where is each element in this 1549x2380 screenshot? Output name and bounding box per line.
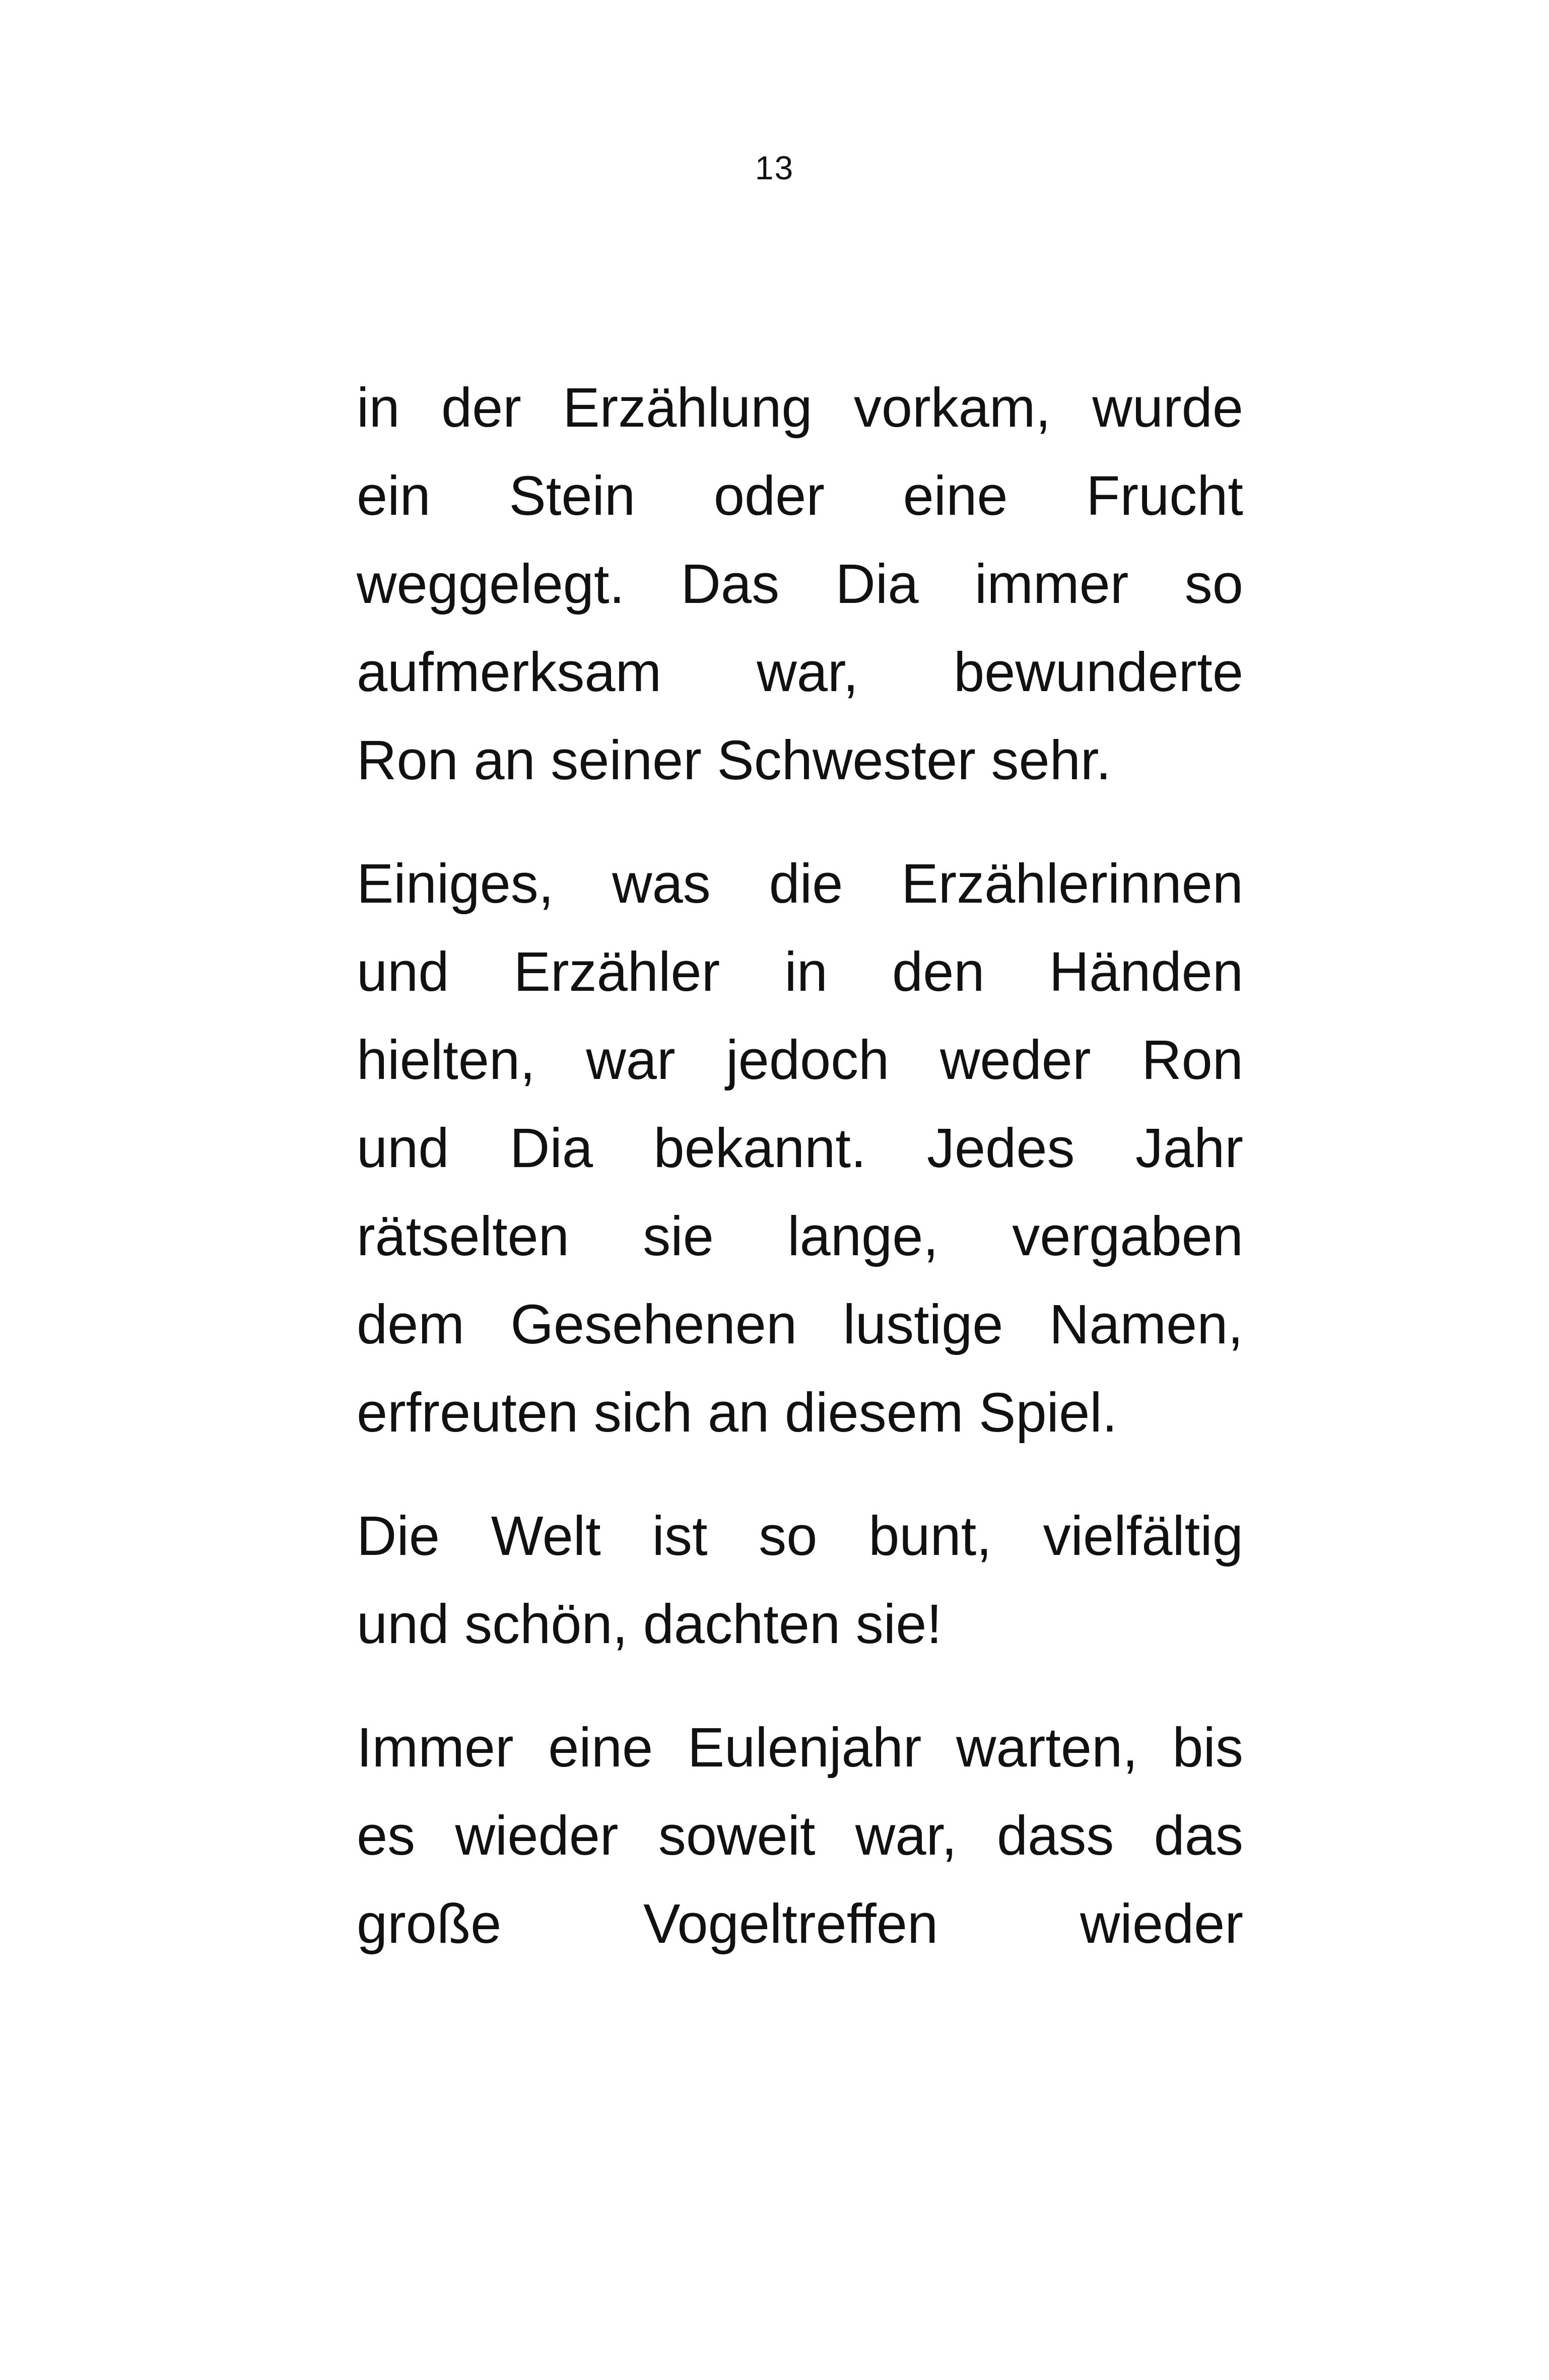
text-line: in der Erzählung vorkam, wurde (357, 377, 1243, 439)
text-line: Die Welt ist so bunt, vielfältig (357, 1505, 1243, 1567)
text-line: aufmerksam war, bewunderte (357, 641, 1243, 703)
paragraph-spacer (357, 804, 1243, 840)
paragraph-spacer (357, 1668, 1243, 1704)
paragraph-spacer (357, 1457, 1243, 1492)
text-line: es wieder soweit war, dass das (357, 1805, 1243, 1867)
text-line: große Vogeltreffen wieder (357, 1893, 1243, 1955)
text-line: Immer eine Eulenjahr warten, bis (357, 1717, 1243, 1779)
text-line: und schön, dachten sie! (357, 1593, 942, 1655)
paragraph (357, 1704, 1243, 1968)
paragraph (357, 1492, 1243, 1668)
text-line: weggelegt. Das Dia immer so (357, 553, 1243, 615)
page-number: 13 (755, 149, 794, 186)
text-line: Einiges, was die Erzählerinnen (357, 853, 1243, 915)
text-line: ein Stein oder eine Frucht (357, 465, 1243, 527)
body-text (357, 364, 1243, 1968)
text-line: rätselten sie lange, vergaben (357, 1205, 1243, 1267)
text-line: und Erzähler in den Händen (357, 941, 1243, 1003)
text-line: erfreuten sich an diesem Spiel. (357, 1382, 1118, 1444)
paragraph (357, 364, 1243, 804)
paragraph (357, 840, 1243, 1457)
text-line: und Dia bekannt. Jedes Jahr (357, 1117, 1243, 1179)
text-line: hielten, war jedoch weder Ron (357, 1029, 1243, 1091)
text-line: Ron an seiner Schwester sehr. (357, 729, 1111, 791)
text-line: dem Gesehenen lustige Namen, (357, 1294, 1243, 1355)
